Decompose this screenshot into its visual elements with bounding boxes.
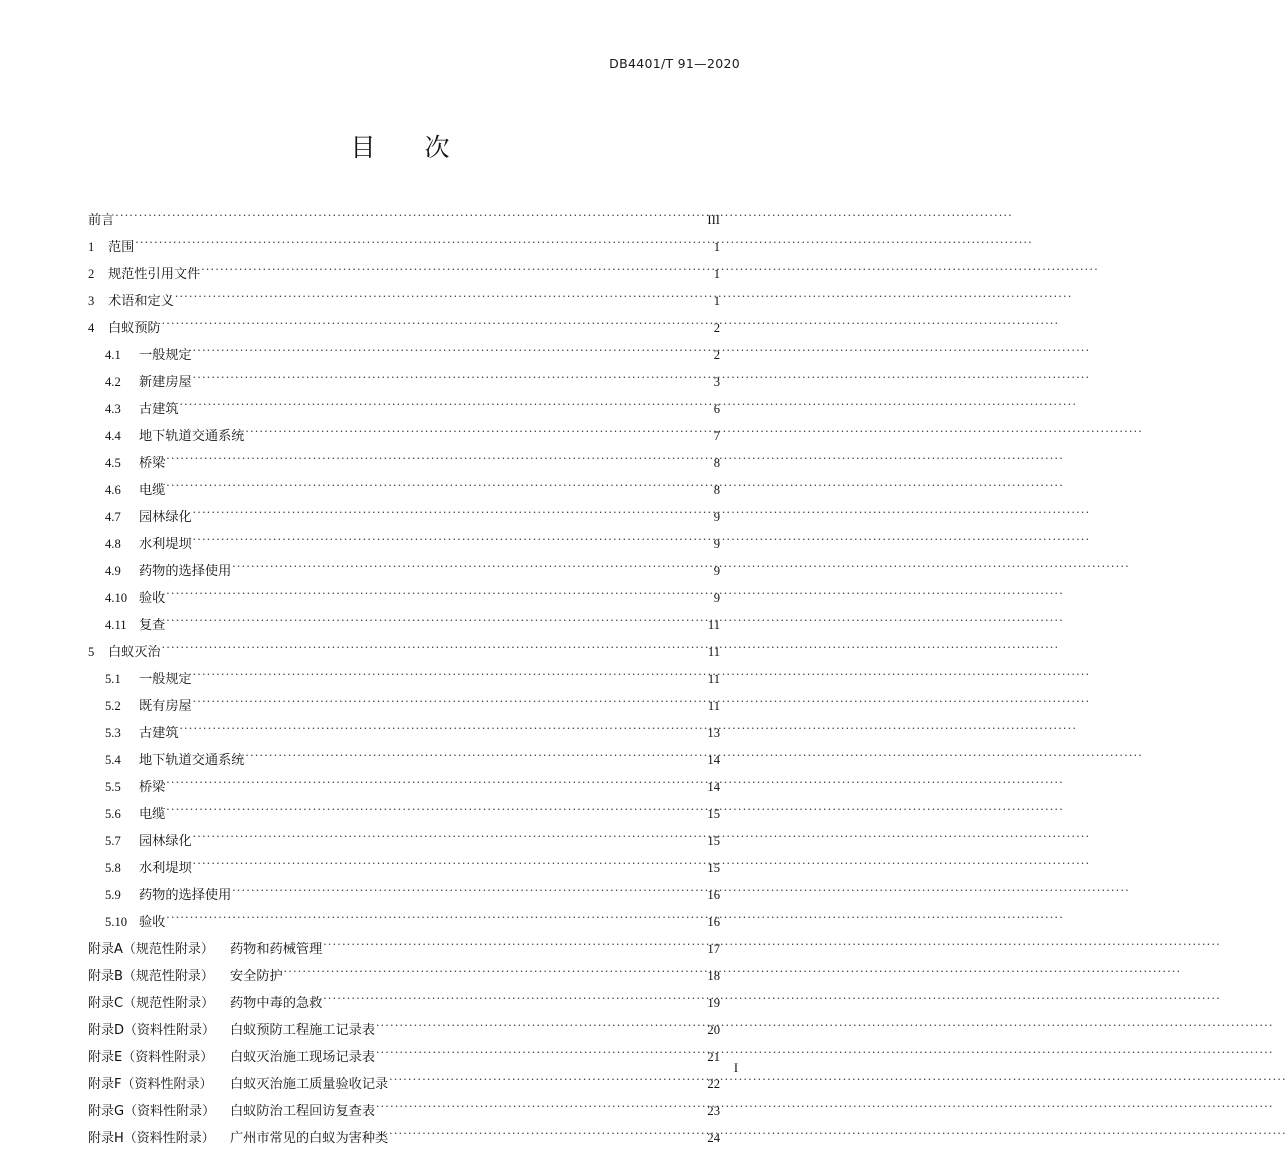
toc-entry-label: 药物和药械管理	[230, 942, 323, 957]
toc-dot-leader	[232, 886, 702, 899]
toc-dot-leader	[166, 616, 702, 629]
toc-entry-label: 白蚁灭治施工质量验收记录	[230, 1077, 389, 1092]
toc-entry-number: 4.2	[105, 375, 121, 389]
toc-entry-page-number: 8	[713, 483, 720, 497]
toc-dot-leader	[115, 211, 702, 224]
toc-entry-label: 术语和定义	[108, 294, 174, 309]
toc-dot-leader	[193, 832, 702, 845]
toc-dot-leader	[166, 778, 702, 791]
toc-entry-page-number: 16	[707, 888, 720, 902]
toc-entry-label: 药物中毒的急救	[230, 996, 323, 1011]
toc-entry-appendix-tag: 附录H（资料性附录）	[88, 1131, 215, 1146]
toc-dot-leader	[193, 670, 702, 683]
toc-dot-leader	[376, 1021, 702, 1034]
toc-entry-appendix-tag: 附录C（规范性附录）	[88, 996, 215, 1011]
toc-entry-page-number: 21	[707, 1050, 720, 1064]
toc-entry-number: 5.7	[105, 834, 121, 848]
toc-entry-appendix-tag: 附录F（资料性附录）	[88, 1077, 213, 1092]
toc-entry-number: 4.6	[105, 483, 121, 497]
toc-dot-leader	[193, 535, 702, 548]
toc-entry-label: 园林绿化	[139, 510, 192, 525]
toc-entry-page-number: 11	[707, 699, 720, 713]
toc-entry-number: 4.9	[105, 564, 121, 578]
toc-dot-leader	[166, 589, 702, 602]
toc-entry-page-number: III	[707, 213, 720, 227]
toc-entry-page-number: 1	[713, 240, 720, 254]
toc-entry-page-number: 1	[713, 294, 720, 308]
toc-entry-page-number: 14	[707, 780, 720, 794]
toc-entry-number: 5.1	[105, 672, 121, 686]
toc-entry-number: 5.2	[105, 699, 121, 713]
toc-entry-label: 电缆	[139, 807, 166, 822]
toc-entry-appendix-tag: 附录A（规范性附录）	[88, 942, 214, 957]
toc-dot-leader	[193, 346, 702, 359]
toc-entry-page-number: 9	[713, 564, 720, 578]
toc-entry-number: 4.1	[105, 348, 121, 362]
toc-dot-leader	[232, 562, 702, 575]
toc-entry-appendix-tag: 附录G（资料性附录）	[88, 1104, 216, 1119]
toc-dot-leader	[162, 643, 702, 656]
toc-entry[interactable]	[88, 1125, 720, 1152]
toc-dot-leader	[166, 454, 702, 467]
toc-entry-page-number: 17	[707, 942, 720, 956]
toc-entry-appendix-tag: 附录D（资料性附录）	[88, 1023, 216, 1038]
toc-dot-leader	[180, 400, 702, 413]
toc-entry-label: 水利堤坝	[139, 861, 192, 876]
toc-dot-leader	[193, 697, 702, 710]
toc-entry-number: 5.8	[105, 861, 121, 875]
toc-entry-page-number: 14	[707, 753, 720, 767]
toc-entry-label: 安全防护	[230, 969, 283, 984]
toc-entry-number: 4.3	[105, 402, 121, 416]
toc-entry-label: 桥梁	[139, 456, 166, 471]
toc-entry-page-number: 15	[707, 834, 720, 848]
toc-entry-number: 4.8	[105, 537, 121, 551]
toc-entry-page-number: 3	[713, 375, 720, 389]
toc-entry-label: 药物的选择使用	[139, 888, 232, 903]
toc-dot-leader	[180, 724, 702, 737]
toc-entry-number: 4.5	[105, 456, 121, 470]
toc-entry-label: 白蚁预防工程施工记录表	[230, 1023, 376, 1038]
toc-entry-number: 2	[88, 267, 95, 281]
toc-entry-number: 5.9	[105, 888, 121, 902]
toc-entry-label: 古建筑	[139, 726, 179, 741]
toc-entry-label: 规范性引用文件	[108, 267, 201, 282]
page-title: 目 次	[350, 133, 462, 162]
toc-entry-appendix-tag: 附录B（规范性附录）	[88, 969, 214, 984]
toc-dot-leader	[284, 967, 702, 980]
toc-entry-label: 古建筑	[139, 402, 179, 417]
table-of-contents	[88, 207, 720, 1152]
toc-entry-label: 一般规定	[139, 672, 192, 687]
page-footer-number: I	[733, 1061, 738, 1075]
toc-dot-leader	[323, 940, 702, 953]
toc-entry-page-number: 16	[707, 915, 720, 929]
toc-entry-page-number: 11	[707, 618, 720, 632]
toc-dot-leader	[166, 805, 702, 818]
toc-entry-number: 4.11	[105, 618, 127, 632]
toc-entry-label: 园林绿化	[139, 834, 192, 849]
toc-dot-leader	[193, 859, 702, 872]
toc-entry-label: 桥梁	[139, 780, 166, 795]
toc-entry-label: 药物的选择使用	[139, 564, 232, 579]
toc-dot-leader	[166, 913, 702, 926]
toc-entry-appendix-tag: 附录E（资料性附录）	[88, 1050, 214, 1065]
toc-entry-label: 白蚁灭治	[108, 645, 161, 660]
toc-entry-label: 验收	[139, 915, 166, 930]
toc-dot-leader	[193, 373, 702, 386]
toc-dot-leader	[376, 1102, 702, 1115]
toc-entry-page-number: 11	[707, 645, 720, 659]
toc-entry-page-number: 24	[707, 1131, 720, 1145]
toc-entry-label: 新建房屋	[139, 375, 192, 390]
toc-entry-label: 前言	[88, 213, 115, 228]
toc-entry-label: 地下轨道交通系统	[139, 429, 245, 444]
toc-entry-page-number: 18	[707, 969, 720, 983]
toc-entry-page-number: 7	[713, 429, 720, 443]
toc-entry-label: 既有房屋	[139, 699, 192, 714]
toc-entry-label: 电缆	[139, 483, 166, 498]
toc-dot-leader	[389, 1129, 702, 1142]
toc-entry-number: 4	[88, 321, 95, 335]
toc-entry-page-number: 22	[707, 1077, 720, 1091]
toc-entry-label: 地下轨道交通系统	[139, 753, 245, 768]
toc-entry-label: 范围	[108, 240, 135, 255]
toc-entry-label: 白蚁预防	[108, 321, 161, 336]
toc-dot-leader	[166, 481, 702, 494]
toc-dot-leader	[246, 427, 703, 440]
toc-dot-leader	[175, 292, 702, 305]
toc-entry-label: 一般规定	[139, 348, 192, 363]
toc-dot-leader	[246, 751, 703, 764]
toc-entry-page-number: 20	[707, 1023, 720, 1037]
toc-entry-page-number: 11	[707, 672, 720, 686]
toc-dot-leader	[201, 265, 702, 278]
toc-entry-label: 复查	[139, 618, 166, 633]
toc-dot-leader	[323, 994, 702, 1007]
toc-entry-page-number: 6	[713, 402, 720, 416]
toc-entry-label: 白蚁灭治施工现场记录表	[230, 1050, 376, 1065]
toc-entry-page-number: 15	[707, 861, 720, 875]
toc-entry-label: 白蚁防治工程回访复查表	[230, 1104, 376, 1119]
toc-entry-page-number: 13	[707, 726, 720, 740]
toc-entry-number: 5.4	[105, 753, 121, 767]
toc-entry-label: 广州市常见的白蚁为害种类	[230, 1131, 389, 1146]
toc-entry-label: 验收	[139, 591, 166, 606]
toc-dot-leader	[193, 508, 702, 521]
toc-entry-page-number: 9	[713, 537, 720, 551]
toc-entry-page-number: 19	[707, 996, 720, 1010]
toc-entry-label: 水利堤坝	[139, 537, 192, 552]
toc-entry-number: 3	[88, 294, 95, 308]
toc-entry-number: 5.6	[105, 807, 121, 821]
toc-dot-leader	[162, 319, 702, 332]
toc-entry-page-number: 9	[713, 591, 720, 605]
page-header-standard-number: DB4401/T 91—2020	[609, 56, 740, 71]
toc-entry-number: 5.10	[105, 915, 128, 929]
toc-entry-page-number: 1	[713, 267, 720, 281]
toc-entry-number: 4.10	[105, 591, 128, 605]
toc-entry-number: 5	[88, 645, 95, 659]
toc-entry-number: 4.7	[105, 510, 121, 524]
toc-dot-leader	[135, 238, 702, 251]
toc-entry-page-number: 15	[707, 807, 720, 821]
toc-dot-leader	[376, 1048, 702, 1061]
toc-entry-page-number: 9	[713, 510, 720, 524]
toc-entry-number: 5.3	[105, 726, 121, 740]
toc-dot-leader	[389, 1075, 702, 1088]
toc-entry-number: 5.5	[105, 780, 121, 794]
toc-entry-number: 1	[88, 240, 95, 254]
toc-entry-page-number: 2	[713, 348, 720, 362]
toc-entry-page-number: 23	[707, 1104, 720, 1118]
toc-entry-number: 4.4	[105, 429, 121, 443]
toc-entry-page-number: 8	[713, 456, 720, 470]
toc-entry-page-number: 2	[713, 321, 720, 335]
